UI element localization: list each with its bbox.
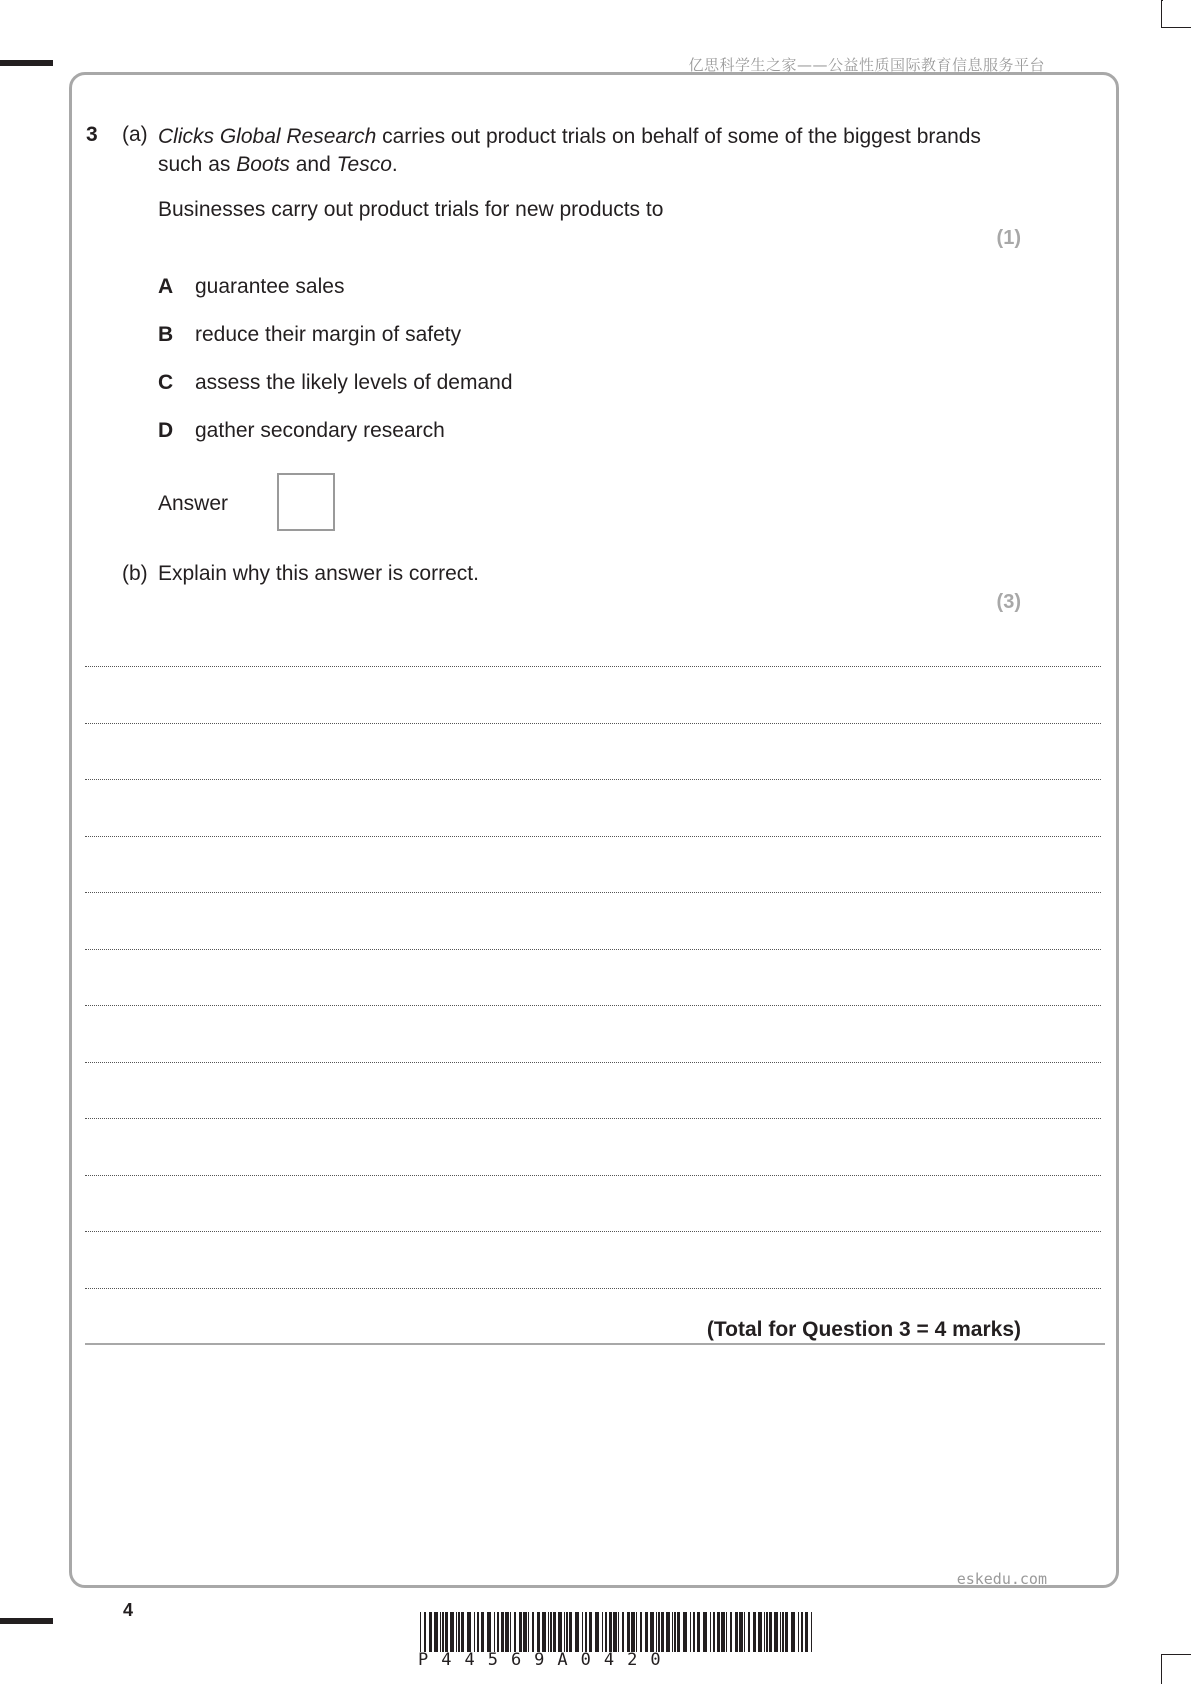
barcode-bar — [477, 1612, 479, 1652]
part-b-marks: (3) — [996, 591, 1021, 613]
barcode-bar — [785, 1612, 788, 1652]
barcode-text: P44569A0420 — [418, 1650, 674, 1670]
barcode-bar — [585, 1612, 587, 1652]
option-a-letter: A — [158, 275, 174, 298]
part-a-stem — [158, 123, 1018, 179]
answer-line[interactable] — [85, 779, 1101, 780]
barcode-bar — [553, 1612, 556, 1652]
crop-mark-bottom-hline — [1161, 1654, 1191, 1655]
answer-line[interactable] — [85, 1288, 1101, 1289]
barcode-bar — [605, 1612, 607, 1652]
answer-line[interactable] — [85, 949, 1101, 950]
barcode-bar — [801, 1612, 803, 1652]
barcode-bar — [550, 1612, 552, 1652]
barcode-bar — [537, 1612, 540, 1652]
barcode-bar — [636, 1612, 637, 1652]
stem-text-3: . — [391, 153, 398, 176]
barcode-bar — [730, 1612, 732, 1652]
answer-label: Answer — [158, 492, 229, 515]
total-rule — [85, 1343, 1105, 1345]
option-c-text: assess the likely levels of demand — [195, 371, 513, 394]
barcode-bar — [774, 1612, 778, 1652]
barcode-bar — [805, 1612, 808, 1652]
barcode-bar — [497, 1612, 499, 1652]
barcode-bar — [582, 1612, 583, 1652]
barcode — [420, 1612, 812, 1652]
crop-mark-top-hline — [1161, 27, 1191, 28]
barcode-bar — [514, 1612, 516, 1652]
barcode-bar — [798, 1612, 799, 1652]
barcode-bar — [548, 1612, 549, 1652]
part-b-label: (b) — [122, 562, 148, 585]
bleed-mark-bottom — [0, 1618, 53, 1624]
barcode-bar — [717, 1612, 720, 1652]
barcode-bar — [748, 1612, 750, 1652]
barcode-bar — [672, 1612, 673, 1652]
barcode-bar — [494, 1612, 495, 1652]
question-number: 3 — [86, 123, 98, 146]
question-total: (Total for Question 3 = 4 marks) — [706, 1318, 1021, 1341]
barcode-bar — [450, 1612, 454, 1652]
barcode-bar — [710, 1612, 711, 1652]
part-a-label: (a) — [122, 123, 148, 146]
barcode-bar — [697, 1612, 700, 1652]
answer-line[interactable] — [85, 723, 1101, 724]
barcode-bar — [566, 1612, 568, 1652]
barcode-bar — [631, 1612, 635, 1652]
barcode-bar — [420, 1612, 421, 1652]
barcode-bar — [769, 1612, 772, 1652]
barcode-bar — [523, 1612, 527, 1652]
option-b-text: reduce their margin of safety — [195, 323, 462, 346]
barcode-bar — [445, 1612, 448, 1652]
barcode-bar — [609, 1612, 612, 1652]
barcode-bar — [656, 1612, 657, 1652]
barcode-bar — [564, 1612, 565, 1652]
stem-text-2: and — [289, 153, 337, 176]
footer-watermark: eskedu.com — [956, 1570, 1047, 1588]
barcode-bar — [434, 1612, 438, 1652]
answer-line[interactable] — [85, 1118, 1101, 1119]
barcode-bar — [758, 1612, 762, 1652]
barcode-bar — [666, 1612, 670, 1652]
barcode-bar — [461, 1612, 464, 1652]
answer-line[interactable] — [85, 1175, 1101, 1176]
barcode-bar — [693, 1612, 695, 1652]
barcode-bar — [782, 1612, 784, 1652]
option-d-letter: D — [158, 419, 174, 442]
stem-text-1: carries out product trials on behalf of some of the biggest brands such as — [158, 125, 981, 176]
barcode-bar — [618, 1612, 619, 1652]
barcode-bar — [424, 1612, 426, 1652]
barcode-bar — [764, 1612, 765, 1652]
part-a-prompt: Businesses carry out product trials for new products to — [158, 198, 664, 221]
barcode-bar — [505, 1612, 509, 1652]
barcode-bar — [739, 1612, 743, 1652]
barcode-bar — [780, 1612, 781, 1652]
barcode-bar — [726, 1612, 727, 1652]
stem-brand-tesco: Tesco — [336, 153, 392, 176]
barcode-bar — [501, 1612, 504, 1652]
barcode-bar — [558, 1612, 562, 1652]
barcode-bar — [458, 1612, 460, 1652]
barcode-bar — [456, 1612, 457, 1652]
answer-line[interactable] — [85, 836, 1101, 837]
barcode-bar — [766, 1612, 768, 1652]
header-watermark: 亿思科学生之家——公益性质国际教育信息服务平台 — [688, 56, 1045, 74]
answer-line[interactable] — [85, 1005, 1101, 1006]
barcode-bar — [440, 1612, 441, 1652]
barcode-bar — [674, 1612, 676, 1652]
option-a-text: guarantee sales — [195, 275, 345, 298]
part-b-prompt: Explain why this answer is correct. — [158, 562, 479, 585]
barcode-bar — [622, 1612, 624, 1652]
option-c-letter: C — [158, 371, 174, 394]
barcode-bar — [713, 1612, 715, 1652]
page-number: 4 — [123, 1600, 134, 1620]
bleed-mark-top — [0, 60, 53, 66]
stem-brand-boots: Boots — [236, 153, 290, 176]
barcode-bar — [658, 1612, 660, 1652]
question-frame — [69, 72, 1119, 1588]
barcode-bar — [467, 1612, 471, 1652]
barcode-bar — [487, 1612, 491, 1652]
barcode-bar — [640, 1612, 642, 1652]
barcode-bar — [613, 1612, 617, 1652]
barcode-bar — [542, 1612, 546, 1652]
stem-brand-research: Clicks Global Research — [158, 125, 377, 148]
barcode-bar — [627, 1612, 630, 1652]
answer-box[interactable] — [277, 473, 335, 531]
barcode-bar — [791, 1612, 795, 1652]
barcode-bar — [645, 1612, 648, 1652]
barcode-bar — [575, 1612, 579, 1652]
barcode-bar — [703, 1612, 707, 1652]
answer-line[interactable] — [85, 892, 1101, 893]
crop-mark-bottom-v — [1161, 1654, 1162, 1684]
barcode-bar — [753, 1612, 756, 1652]
answer-line[interactable] — [85, 666, 1101, 667]
answer-line[interactable] — [85, 1231, 1101, 1232]
part-a-marks: (1) — [996, 227, 1021, 249]
option-d-text: gather secondary research — [195, 419, 445, 442]
barcode-bar — [532, 1612, 534, 1652]
barcode-bar — [661, 1612, 664, 1652]
barcode-bar — [677, 1612, 680, 1652]
barcode-bar — [569, 1612, 572, 1652]
crop-mark-top-v — [1161, 0, 1162, 28]
barcode-bar — [690, 1612, 691, 1652]
barcode-bar — [442, 1612, 444, 1652]
barcode-bar — [744, 1612, 745, 1652]
barcode-bar — [589, 1612, 592, 1652]
barcode-bar — [683, 1612, 687, 1652]
barcode-bar — [735, 1612, 738, 1652]
option-b-letter: B — [158, 323, 174, 346]
barcode-bar — [811, 1612, 812, 1652]
barcode-bar — [474, 1612, 475, 1652]
barcode-bar — [650, 1612, 654, 1652]
barcode-bar — [602, 1612, 603, 1652]
barcode-bar — [721, 1612, 725, 1652]
barcode-bar — [429, 1612, 432, 1652]
barcode-bar — [519, 1612, 522, 1652]
barcode-bar — [481, 1612, 484, 1652]
barcode-bar — [510, 1612, 511, 1652]
barcode-bar — [595, 1612, 599, 1652]
barcode-bar — [528, 1612, 529, 1652]
answer-line[interactable] — [85, 1062, 1101, 1063]
